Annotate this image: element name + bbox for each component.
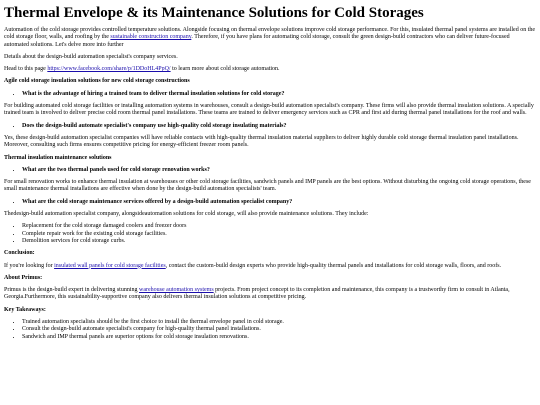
conclusion-paragraph: [4, 263, 536, 270]
list-item: • Consult the design-build automate specialist's company for high-quality thermal panel installations.: [22, 326, 536, 333]
answer-trained-team: For building automated cold storage facilities or installing automation systems in warehouses, consult a design-build automation specialist's company. These firms will also provide thermal insulation solutions. A specially trained team is involved to deliver precise cold room thermal panel installations. These teams are trained to deliver emergency services such as CPR and first aid during thermal panel installations for the roof and walls.: [4, 103, 534, 117]
question-materials: • Does the design-build automate specialist's company use high-quality cold storage insulating materials?: [22, 123, 536, 130]
question-list-2: [4, 123, 536, 130]
list-item: • Demolition services for cold storage curbs.: [22, 238, 536, 245]
section-heading-maintenance: Thermal insulation maintenance solutions: [4, 154, 112, 161]
insulated-wall-panels-link[interactable]: insulated wall panels for cold storage facilities: [54, 262, 166, 269]
question-two-panels: • What are the two thermal panels used for cold storage renovation works?: [22, 167, 536, 174]
about-text-1: Primus is the design-build expert in delivering stunning: [4, 287, 139, 294]
list-item: • Sandwich and IMP thermal panels are superior options for cold storage insulation renovations.: [22, 334, 536, 341]
question-trained-team: • What is the advantage of hiring a trained team to deliver thermal insulation solutions for cold storage?: [22, 91, 536, 98]
about-heading: About Primus:: [4, 274, 43, 281]
warehouse-automation-link[interactable]: warehouse automation systems: [139, 287, 214, 294]
intro-text-2: . Therefore, if you have plans for automating cold storage, consult the green design-build contractors who can deliver future-focused automated solutions. Let's delve more into further: [4, 34, 510, 48]
facebook-link[interactable]: https://www.facebook.com/share/p/1DDoHL4PpQ/: [47, 66, 171, 73]
head-to-text-1: Head to this page: [4, 66, 48, 73]
list-item: • Replacement for the cold storage damaged coolers and freezer doors: [22, 223, 536, 230]
head-to-paragraph: [4, 66, 536, 73]
head-to-text-2: to learn more about cold storage automation.: [170, 66, 280, 73]
answer-materials: Yes, these design-build automation specialist companies will have reliable contacts with high-quality thermal insulation material suppliers to deliver highly durable cold storage thermal insulation panel installations. Moreover, consulting such firms ensures competitive pricing for energy-efficient freezer room panels.: [4, 134, 519, 149]
details-paragraph: Details about the design-build automation specialist's company services.: [4, 53, 178, 60]
takeaways-list: [4, 319, 536, 341]
takeaways-heading: Key Takeaways:: [4, 306, 46, 313]
question-list-1: [4, 91, 536, 98]
conclusion-text-2: , contact the custom-build design experts who provide high-quality thermal panels and installations for cold storage walls, floors, and roofs.: [165, 262, 502, 269]
list-item: • Complete repair work for the existing cold storage facilities.: [22, 231, 536, 238]
services-list: [4, 223, 536, 245]
intro-text-1: Automation of the cold storage provides controlled temperature solutions. Alongside focusing on thermal envelope solutions improve cold storage performance. For this, insulated thermal panel systems are installed on the cold storage floor, walls, and roofing by the: [4, 27, 536, 41]
answer-two-panels: For small renovation works to enhance thermal insulation at warehouses or other cold storage facilities, sandwich panels and IMP panels are the best options. Without disturbing the ongoing cold storage operations, these small maintenance thermal installations are effective when done by the design-build automation specialists' team.: [4, 179, 531, 193]
page-title: Thermal Envelope & its Maintenance Solutions for Cold Storages: [4, 5, 424, 21]
question-list-4: [4, 199, 536, 206]
section-heading-insulation: Agile cold storage insulation solutions for new cold storage constructions: [4, 78, 190, 85]
about-paragraph: [4, 287, 536, 302]
question-maintenance-services: • What are the cold storage maintenance services offered by a design-build automation specialist company?: [22, 199, 536, 206]
conclusion-text-1: If you're looking for: [4, 262, 55, 269]
conclusion-heading: Conclusion:: [4, 250, 35, 257]
intro-paragraph: [4, 27, 536, 49]
sustainable-construction-link[interactable]: sustainable construction company: [110, 34, 192, 41]
answer-maintenance-services: Thedesign-build automation specialist company, alongsideautomation solutions for cold storage, will also provide maintenance solutions. They include:: [4, 211, 369, 218]
question-list-3: [4, 167, 536, 174]
list-item: • Trained automation specialists should be the first choice to install the thermal envelope panel in cold storage.: [22, 319, 536, 326]
about-text-2: projects. From project concept to its completion and maintenance, this company is a trustworthy firm to consult in Atlanta, Georgia.Furthermore, this sustainability-supportive company also delivers thermal insulation solutions at competitive pricing.: [4, 287, 510, 301]
